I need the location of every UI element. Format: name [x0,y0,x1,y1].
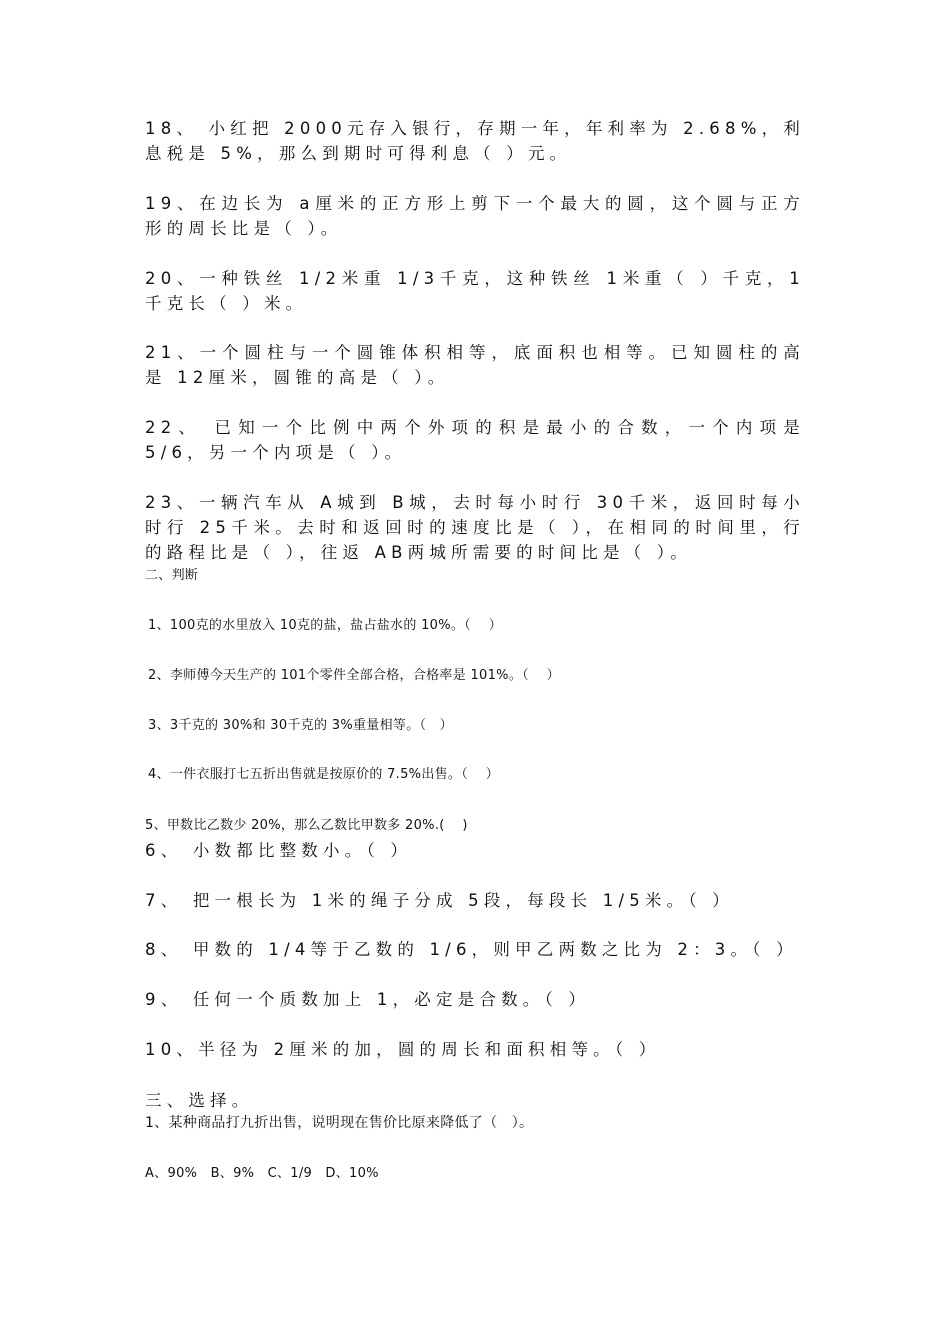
judge-item-2: 2、李师傅今天生产的 101个零件全部合格，合格率是 101%。（ ） [148,668,560,683]
judge-item-10: 10、半径为 2厘米的加，圆的周长和面积相等。（ ） [145,1040,661,1059]
judge-item-4: 4、一件衣服打七五折出售就是按原价的 7.5%出售。（ ） [148,767,500,782]
section-heading-judge: 二、判断 [145,568,199,583]
judge-item-5: 5、甲数比乙数少 20%，那么乙数比甲数多 20%.( ) [145,818,468,833]
choice-options-1: A、90% B、9% C、1/9 D、10% [145,1166,379,1181]
judge-item-8: 8、 甲数的 1/4等于乙数的 1/6，则甲乙两数之比为 2：3。（ ） [145,940,798,959]
judge-item-9: 9、 任何一个质数加上 1，必定是合数。（ ） [145,990,591,1009]
judge-item-7: 7、 把一根长为 1米的绳子分成 5段，每段长 1/5米。（ ） [145,891,734,910]
question-23: 23、一辆汽车从 A城到 B城，去时每小时行 30千米，返回时每小时行 25千米。去时和返回时的速度比是（ ），在相同的时间里，行的路程比是（ ），往返 AB两城所需要的时间比是（ ）。 [145,493,805,562]
judge-item-3: 3、3千克的 30%和 30千克的 3%重量相等。（ ） [148,718,453,733]
question-20: 20、一种铁丝 1/2米重 1/3千克，这种铁丝 1米重（ ）千克，1千克长（ ）米。 [145,269,805,313]
judge-item-6: 6、 小数都比整数小。（ ） [145,841,413,860]
question-21: 21、一个圆柱与一个圆锥体积相等，底面积也相等。已知圆柱的高是 12厘米，圆锥的高是（ ）。 [145,343,805,387]
question-18: 18、 小红把 2000元存入银行，存期一年，年利率为 2.68%，利息税是 5%，那么到期时可得利息（ ）元。 [145,119,805,163]
choice-question-1: 1、某种商品打九折出售，说明现在售价比原来降低了（ ）。 [145,1115,534,1131]
section-heading-choice: 三、选择。 [145,1091,254,1110]
question-19: 19、在边长为 a厘米的正方形上剪下一个最大的圆，这个圆与正方形的周长比是（ ）。 [145,194,805,238]
question-22: 22、 已知一个比例中两个外项的积是最小的合数，一个内项是 5/6，另一个内项是（ ）。 [145,418,805,462]
judge-item-1: 1、100克的水里放入 10克的盐，盐占盐水的 10%。（ ） [148,618,503,633]
